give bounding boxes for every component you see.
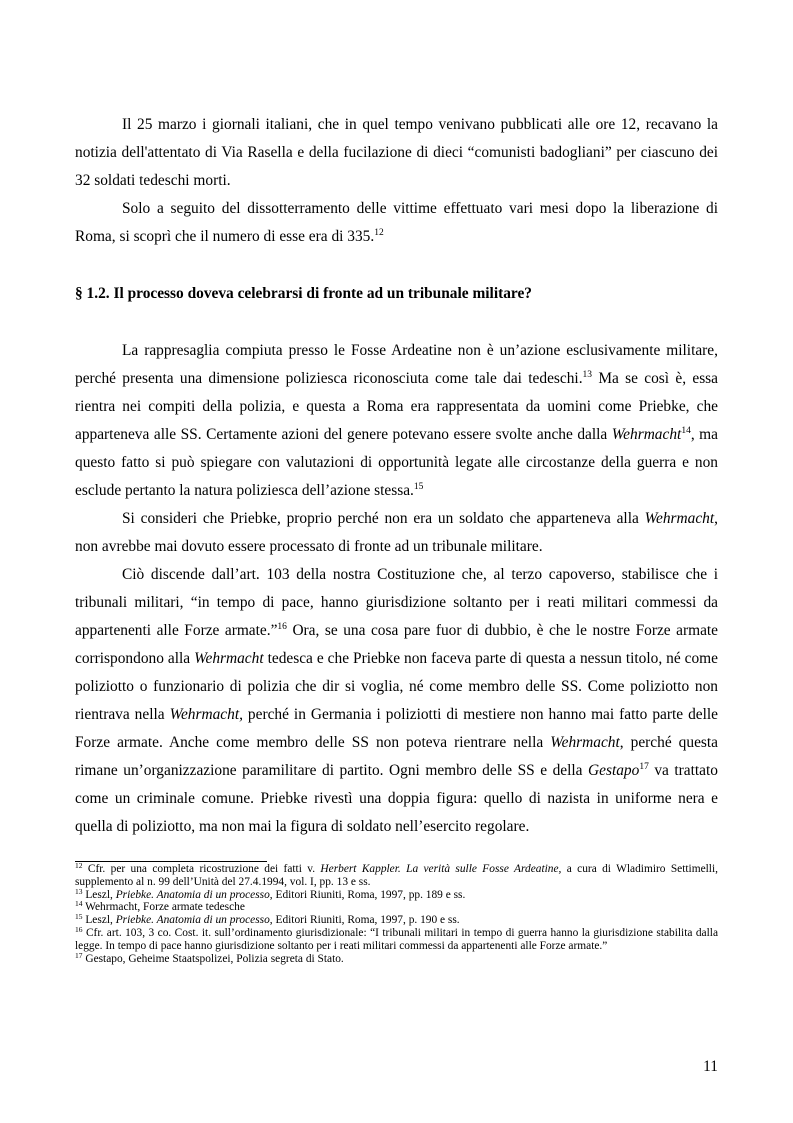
paragraph-1 [75,111,718,195]
footnote-15 [75,914,718,927]
spacer [75,308,718,337]
paragraph-4 [75,505,718,561]
footnote-title: Herbert Kappler. La verità sulle Fosse Ardeatine, [320,863,562,875]
footnote-text: , Editori Riuniti, Roma, 1997, p. 190 e ss. [269,914,460,927]
footnote-text: Leszl, [82,914,116,927]
emphasis-gestapo: Gestapo [588,762,640,779]
footnote-ref-15: 15 [413,482,424,492]
paragraph-3 [75,337,718,505]
footnote-text: a cura di Wladimiro Settimelli, supplemento al n. 99 dell’Unità del 27.4.1994, vol. I, pp. 13 e ss. [75,863,718,888]
footnote-number: 16 [75,924,83,934]
footnote-ref-13: 13 [582,370,593,380]
footnote-ref-17: 17 [639,762,649,772]
emphasis-wehrmacht: Wehrmacht, [169,706,243,723]
paragraph-3-text-a: La rappresaglia compiuta presso le Fosse Ardeatine non è un’azione esclusivamente militare, perché presenta una dimensione poliziesca riconosciuta come tale dai tedeschi. [75,342,718,387]
footnote-text: Cfr. art. 103, 3 co. Cost. it. sull’ordinamento giurisdizionale: “I tribunali militari in tempo di guerra hanno la giurisdizione stabilita dalla legge. In tempo di pace hanno giurisdizione soltanto per i reati militari commessi da appartenenti alle Forze armate.” [75,926,718,952]
paragraph-2-text: Solo a seguito del dissotterramento delle vittime effettuato vari mesi dopo la liberazione di Roma, si scoprì che il numero di esse era di 335. [75,200,718,245]
paragraph-2 [75,195,718,251]
footnote-text: Wehrmacht, Forze armate tedesche [82,901,245,914]
paragraph-5-text-f: va trattato come un criminale comune. Priebke rivestì una doppia figura: quello di nazista in uniforme nera e quella di poliziotto, ma non mai la figura di soldato nell’esercito regolare. [75,762,718,835]
footnote-ref-12: 12 [374,228,384,238]
footnote-17 [75,950,718,966]
footnote-14 [75,901,718,914]
emphasis-wehrmacht: Wehrmacht [644,510,715,527]
footnote-number: 14 [75,899,83,909]
main-text [75,111,718,841]
paragraph-5-text-b: Ora, se una cosa pare fuor di dubbio, è che le nostre Forze armate corrispondono alla [75,622,719,667]
paragraph-3-text-c: , ma questo fatto si può spiegare con valutazioni di opportunità legate alle circostanze della guerra e non esclude pertanto la natura poliziesca dell’azione stessa. [75,426,718,499]
paragraph-5-text-d: perché in Germania i poliziotti di mestiere non hanno mai fatto parte delle Forze armate. Anche come membro delle SS non poteva rientrare nella [75,706,718,751]
paragraph-5-text-c: tedesca e che Priebke non faceva parte di questa a nessun titolo, né come poliziotto o funzionario di polizia che dir si voglia, né come membro delle SS. Come poliziotto non rientrava nella [75,650,718,723]
footnote-ref-16: 16 [277,622,287,632]
paragraph-1-text: Il 25 marzo i giornali italiani, che in quel tempo venivano pubblicati alle ore 12, recavano la notizia dell'attentato di Via Rasella e della fucilazione di dieci “comunisti badogliani” per ciascuno dei 32 soldati tedeschi morti. [75,116,718,189]
footnote-text: , Editori Riuniti, Roma, 1997, pp. 189 e ss. [269,888,466,901]
footnote-title: Priebke. Anatomia di un processo [115,914,270,927]
footnote-number: 15 [75,912,83,922]
paragraph-5-text-e: , perché questa rimane un’organizzazione paramilitare di partito. Ogni membro delle SS e della [75,734,719,779]
footnote-12 [75,863,718,889]
spacer [75,251,718,280]
footnote-ref-14: 14 [681,426,691,436]
footnote-text: Gestapo, Geheime Staatspolizei, Polizia segreta di Stato. [82,952,344,965]
paragraph-5 [75,561,718,841]
emphasis-wehrmacht: Wehrmacht [611,426,682,443]
footnote-title: Priebke. Anatomia di un processo [115,888,270,901]
footnote-number: 13 [75,886,83,896]
paragraph-4-text-a: Si consideri che Priebke, proprio perché non era un soldato che apparteneva alla [122,510,645,527]
emphasis-wehrmacht: Wehrmacht [194,650,264,667]
footnote-number: 17 [75,950,83,960]
section-heading: § 1.2. Il processo doveva celebrarsi di fronte ad un tribunale militare? [75,285,532,302]
footnote-divider [75,861,267,862]
emphasis-wehrmacht: Wehrmacht [550,734,620,751]
page-number: 11 [703,1058,718,1075]
paragraph-3-text-b: Ma se così è, essa rientra nei compiti della polizia, e questa a Roma era rappresentata da uomini come Priebke, che apparteneva alle SS. Certamente azioni del genere potevano essere svolte anche dalla [75,370,718,443]
paragraph-4-text-b: , non avrebbe mai dovuto essere processato di fronte ad un tribunale militare. [75,510,718,555]
footnote-13 [75,886,718,902]
footnote-text: Leszl, [82,888,116,901]
footnote-number: 12 [75,861,83,870]
footnote-text: Cfr. per una completa ricostruzione dei fatti v. [82,863,321,875]
footnotes [75,863,718,965]
footnote-16 [75,924,718,953]
paragraph-5-text-a: Ciò discende dall’art. 103 della nostra Costituzione che, al terzo capoverso, stabilisce che i tribunali militari, “in tempo di pace, hanno giurisdizione soltanto per i reati militari commessi da appartenenti alle Forze armate.” [75,566,718,639]
